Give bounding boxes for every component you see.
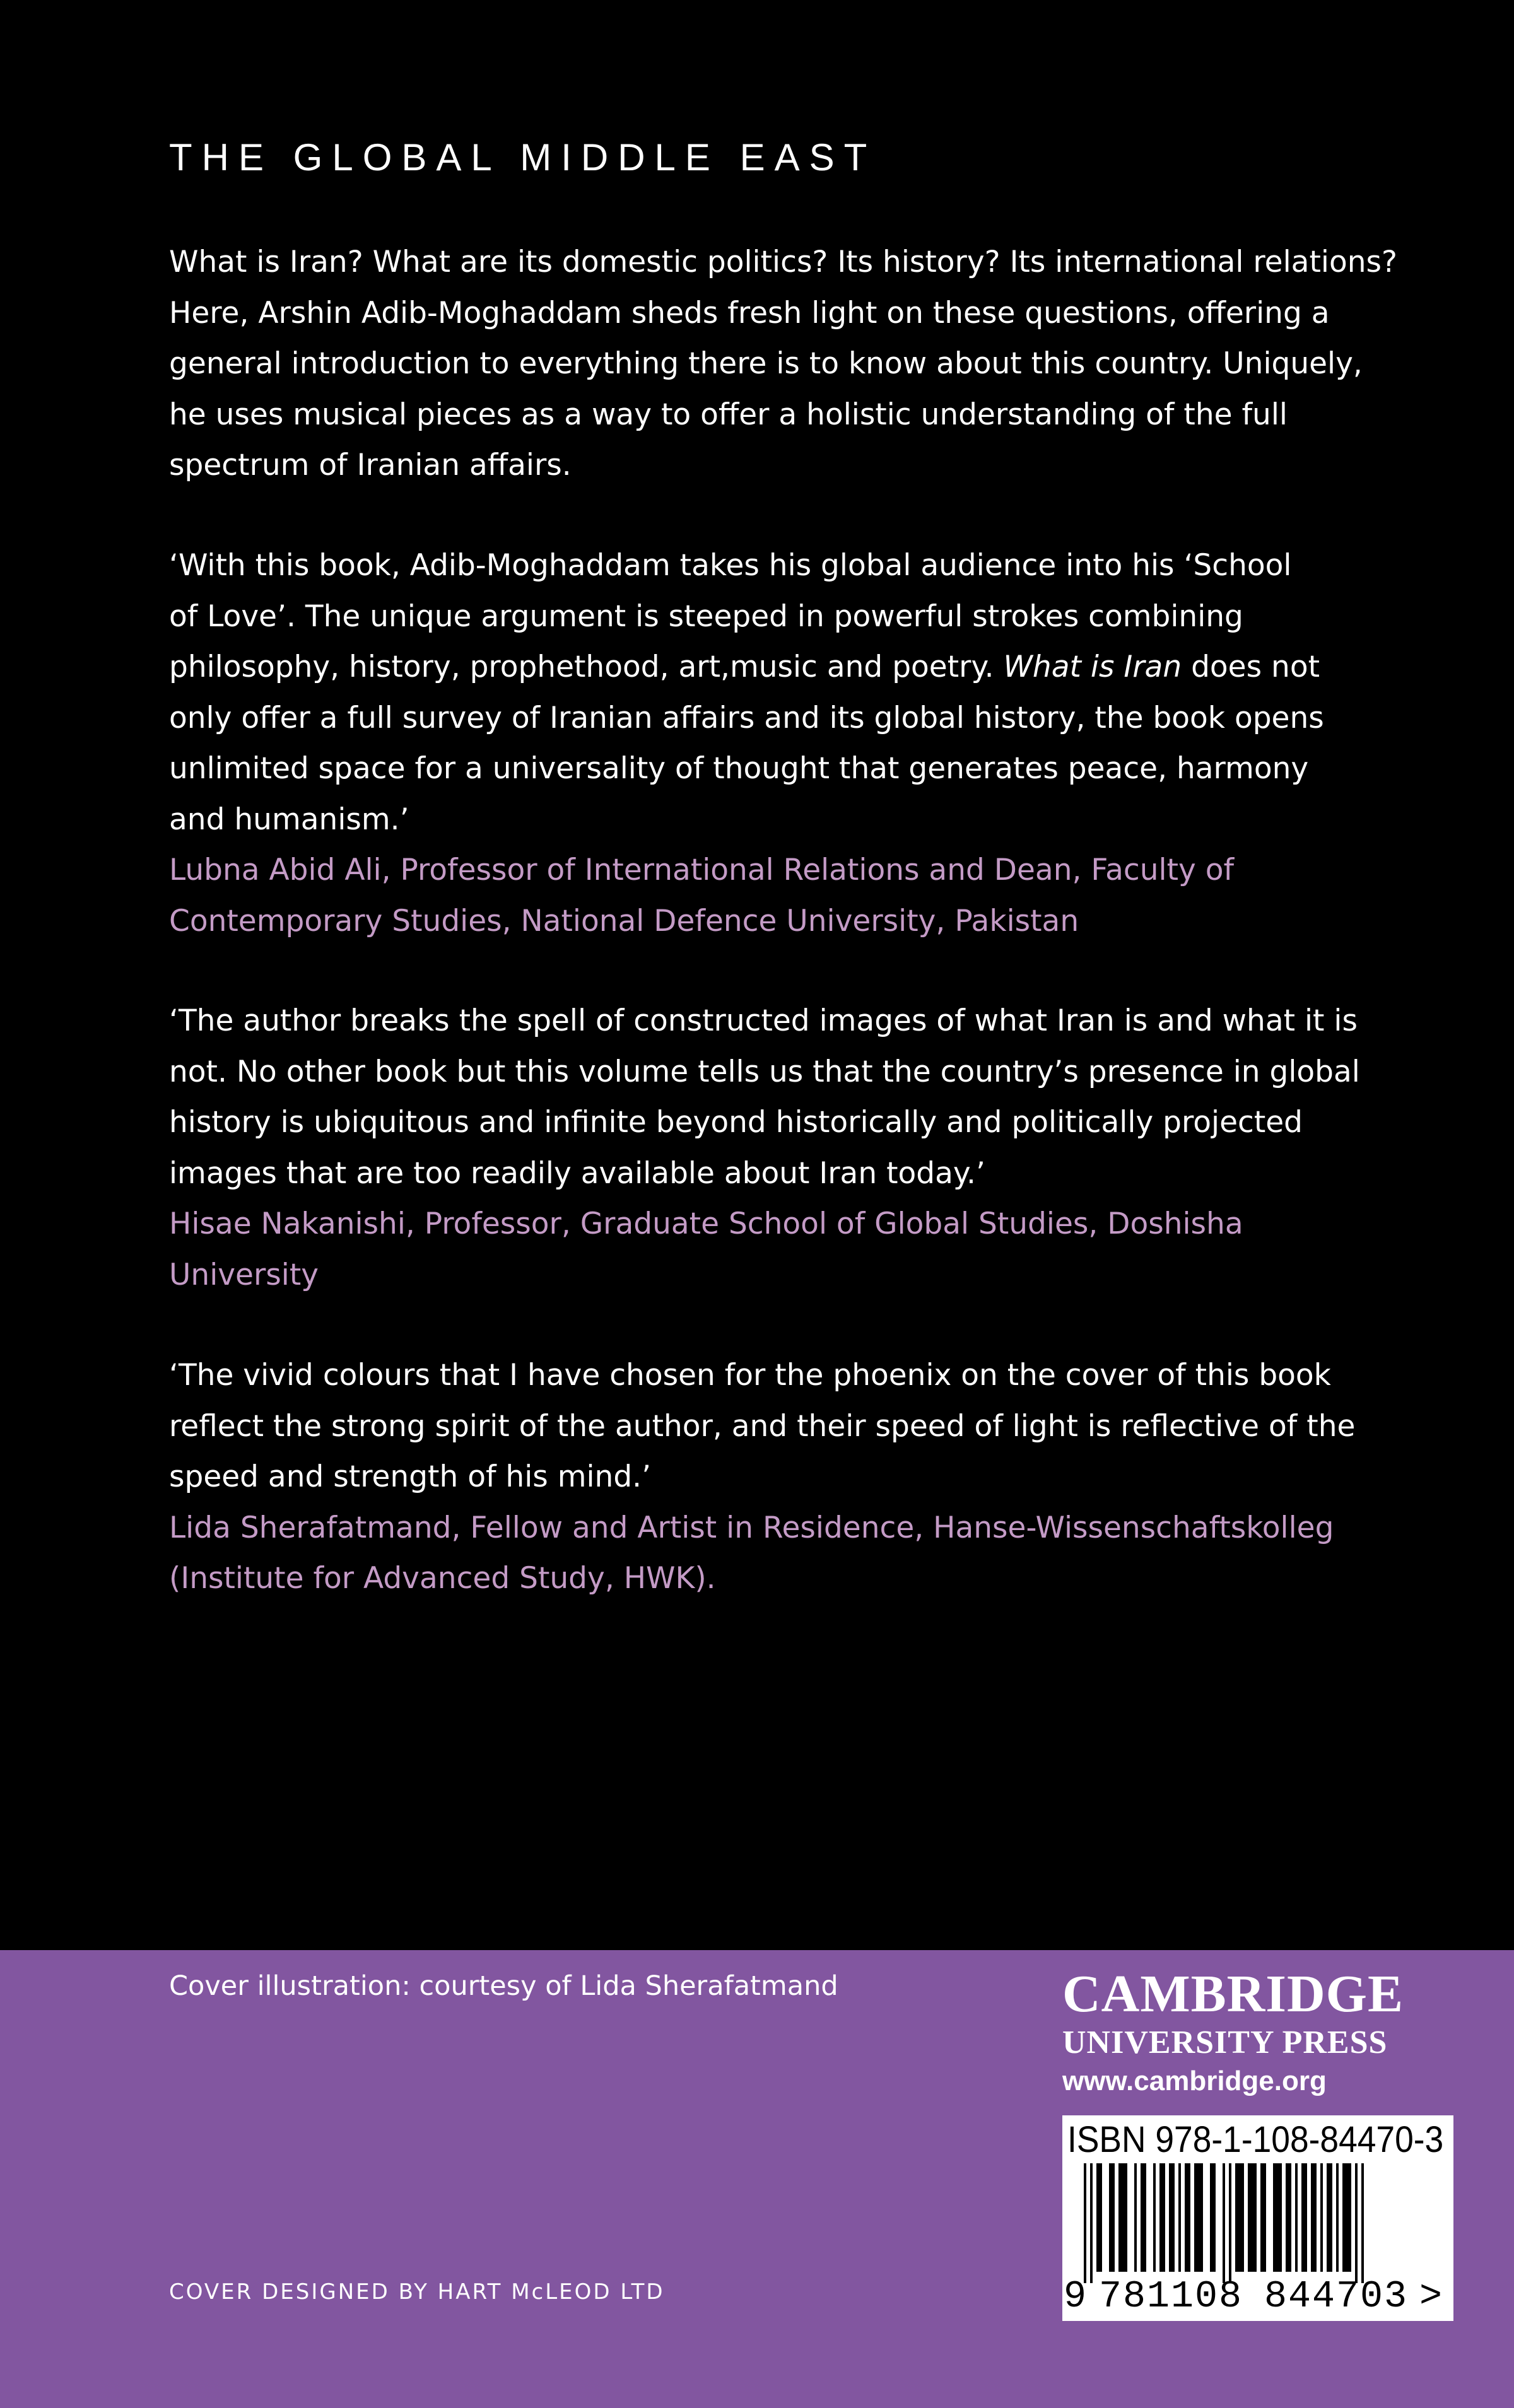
quote-line: ‘The author breaks the spell of constructed images of what Iran is and what it is — [169, 1003, 1358, 1038]
barcode-bar — [1235, 2163, 1244, 2272]
barcode-bar — [1260, 2163, 1266, 2272]
barcode-bar — [1311, 2163, 1317, 2272]
quote-line: only offer a full survey of Iranian affairs and its global history, the book opens — [169, 700, 1324, 735]
barcode-bar — [1273, 2163, 1282, 2272]
blurb-line: general introduction to everything there is to know about this country. Uniquely, — [169, 346, 1363, 381]
isbn-barcode — [1062, 2115, 1453, 2321]
barcode-bar — [1286, 2163, 1291, 2272]
isbn-label: ISBN 978-1-108-84470-3 — [1067, 2119, 1444, 2160]
barcode-bars-icon — [1081, 2163, 1409, 2283]
quote-line — [169, 642, 1481, 693]
barcode-bar — [1109, 2163, 1115, 2272]
ean-digits — [1062, 2273, 1453, 2321]
ean-first-digit: 9 — [1064, 2276, 1087, 2318]
quote-line: history is ubiquitous and infinite beyond historically and politically projected — [169, 1105, 1303, 1140]
ean-right-digits: 844703 — [1264, 2276, 1409, 2318]
publisher-name: CAMBRIDGE — [1062, 1965, 1404, 2023]
endorsement-2 — [169, 996, 1481, 1300]
quote-line: and humanism.’ — [169, 802, 409, 837]
barcode-bar — [1185, 2163, 1190, 2272]
barcode-bar — [1361, 2163, 1364, 2283]
quote-line: of Love’. The unique argument is steeped in powerful strokes combining — [169, 599, 1243, 634]
barcode-bar — [1084, 2163, 1086, 2283]
barcode-bar — [1336, 2163, 1339, 2272]
blurb-line: What is Iran? What are its domestic politics? Its history? Its international relations? — [169, 245, 1397, 279]
barcode-bar — [1295, 2163, 1298, 2272]
barcode-bar — [1210, 2163, 1216, 2272]
endorsement-1 — [169, 541, 1481, 947]
quote-line: not. No other book but this volume tells us that the country’s presence in global — [169, 1054, 1360, 1089]
ean-left-digits: 781108 — [1099, 2276, 1243, 2318]
barcode-bar — [1248, 2163, 1257, 2272]
ean-arrow: > — [1419, 2276, 1443, 2318]
cover-designer-credit: COVER DESIGNED BY HART McLEOD LTD — [169, 2279, 665, 2305]
barcode-bar — [1134, 2163, 1137, 2272]
barcode-bar — [1320, 2163, 1323, 2272]
blurb — [169, 237, 1481, 491]
quote-text: does not — [1182, 650, 1320, 684]
barcode-bar — [1178, 2163, 1181, 2272]
quote-line: reflect the strong spirit of the author, and their speed of light is reflective of the — [169, 1408, 1356, 1444]
publisher-logo — [1062, 1965, 1466, 2100]
barcode-bar — [1327, 2163, 1332, 2272]
attribution-line: Contemporary Studies, National Defence University, Pakistan — [169, 903, 1079, 938]
series-title: THE GLOBAL MIDDLE EAST — [169, 136, 877, 178]
cover-illustration-credit: Cover illustration: courtesy of Lida Sherafatmand — [169, 1970, 838, 2002]
barcode-bar — [1301, 2163, 1307, 2272]
blurb-line: Here, Arshin Adib-Moghaddam sheds fresh light on these questions, offering a — [169, 295, 1330, 330]
attribution-line: Hisae Nakanishi, Professor, Graduate School of Global Studies, Doshisha — [169, 1207, 1243, 1241]
barcode-bar — [1194, 2163, 1203, 2272]
publisher-url: www.cambridge.org — [1062, 2066, 1327, 2096]
barcode-bar — [1342, 2163, 1351, 2272]
quote-line: speed and strength of his mind.’ — [169, 1459, 652, 1494]
quote-line: ‘The vivid colours that I have chosen for the phoenix on the cover of this book — [169, 1358, 1331, 1393]
barcode-bar — [1141, 2163, 1146, 2272]
attribution-line: Lubna Abid Ali, Professor of International Relations and Dean, Faculty of — [169, 853, 1235, 887]
barcode-bar — [1153, 2163, 1156, 2272]
quote-line: ‘With this book, Adib-Moghaddam takes his global audience into his ‘School — [169, 548, 1292, 583]
attribution-line: (Institute for Advanced Study, HWK). — [169, 1561, 716, 1596]
barcode-bar — [1118, 2163, 1127, 2272]
blurb-line: spectrum of Iranian affairs. — [169, 448, 572, 482]
quote-line: images that are too readily available about Iran today.’ — [169, 1155, 985, 1191]
barcode-bar — [1159, 2163, 1165, 2272]
endorsement-3 — [169, 1350, 1481, 1604]
barcode-bar — [1223, 2163, 1225, 2283]
quote-line: unlimited space for a universality of thought that generates peace, harmony — [169, 751, 1309, 786]
publisher-subname: UNIVERSITY PRESS — [1062, 2025, 1388, 2060]
barcode-bar — [1169, 2163, 1175, 2272]
quote-text: philosophy, history, prophethood, art,music and poetry. — [169, 650, 1004, 684]
barcode-bar — [1096, 2163, 1102, 2272]
barcode-bar — [1355, 2163, 1358, 2283]
attribution-line: Lida Sherafatmand, Fellow and Artist in Residence, Hanse-Wissenschaftskolleg — [169, 1510, 1334, 1545]
barcode-bar — [1090, 2163, 1093, 2283]
attribution-line: University — [169, 1257, 319, 1292]
barcode-bar — [1229, 2163, 1231, 2283]
book-title-italic: What is Iran — [1003, 650, 1182, 684]
blurb-line: he uses musical pieces as a way to offer a holistic understanding of the full — [169, 397, 1288, 432]
